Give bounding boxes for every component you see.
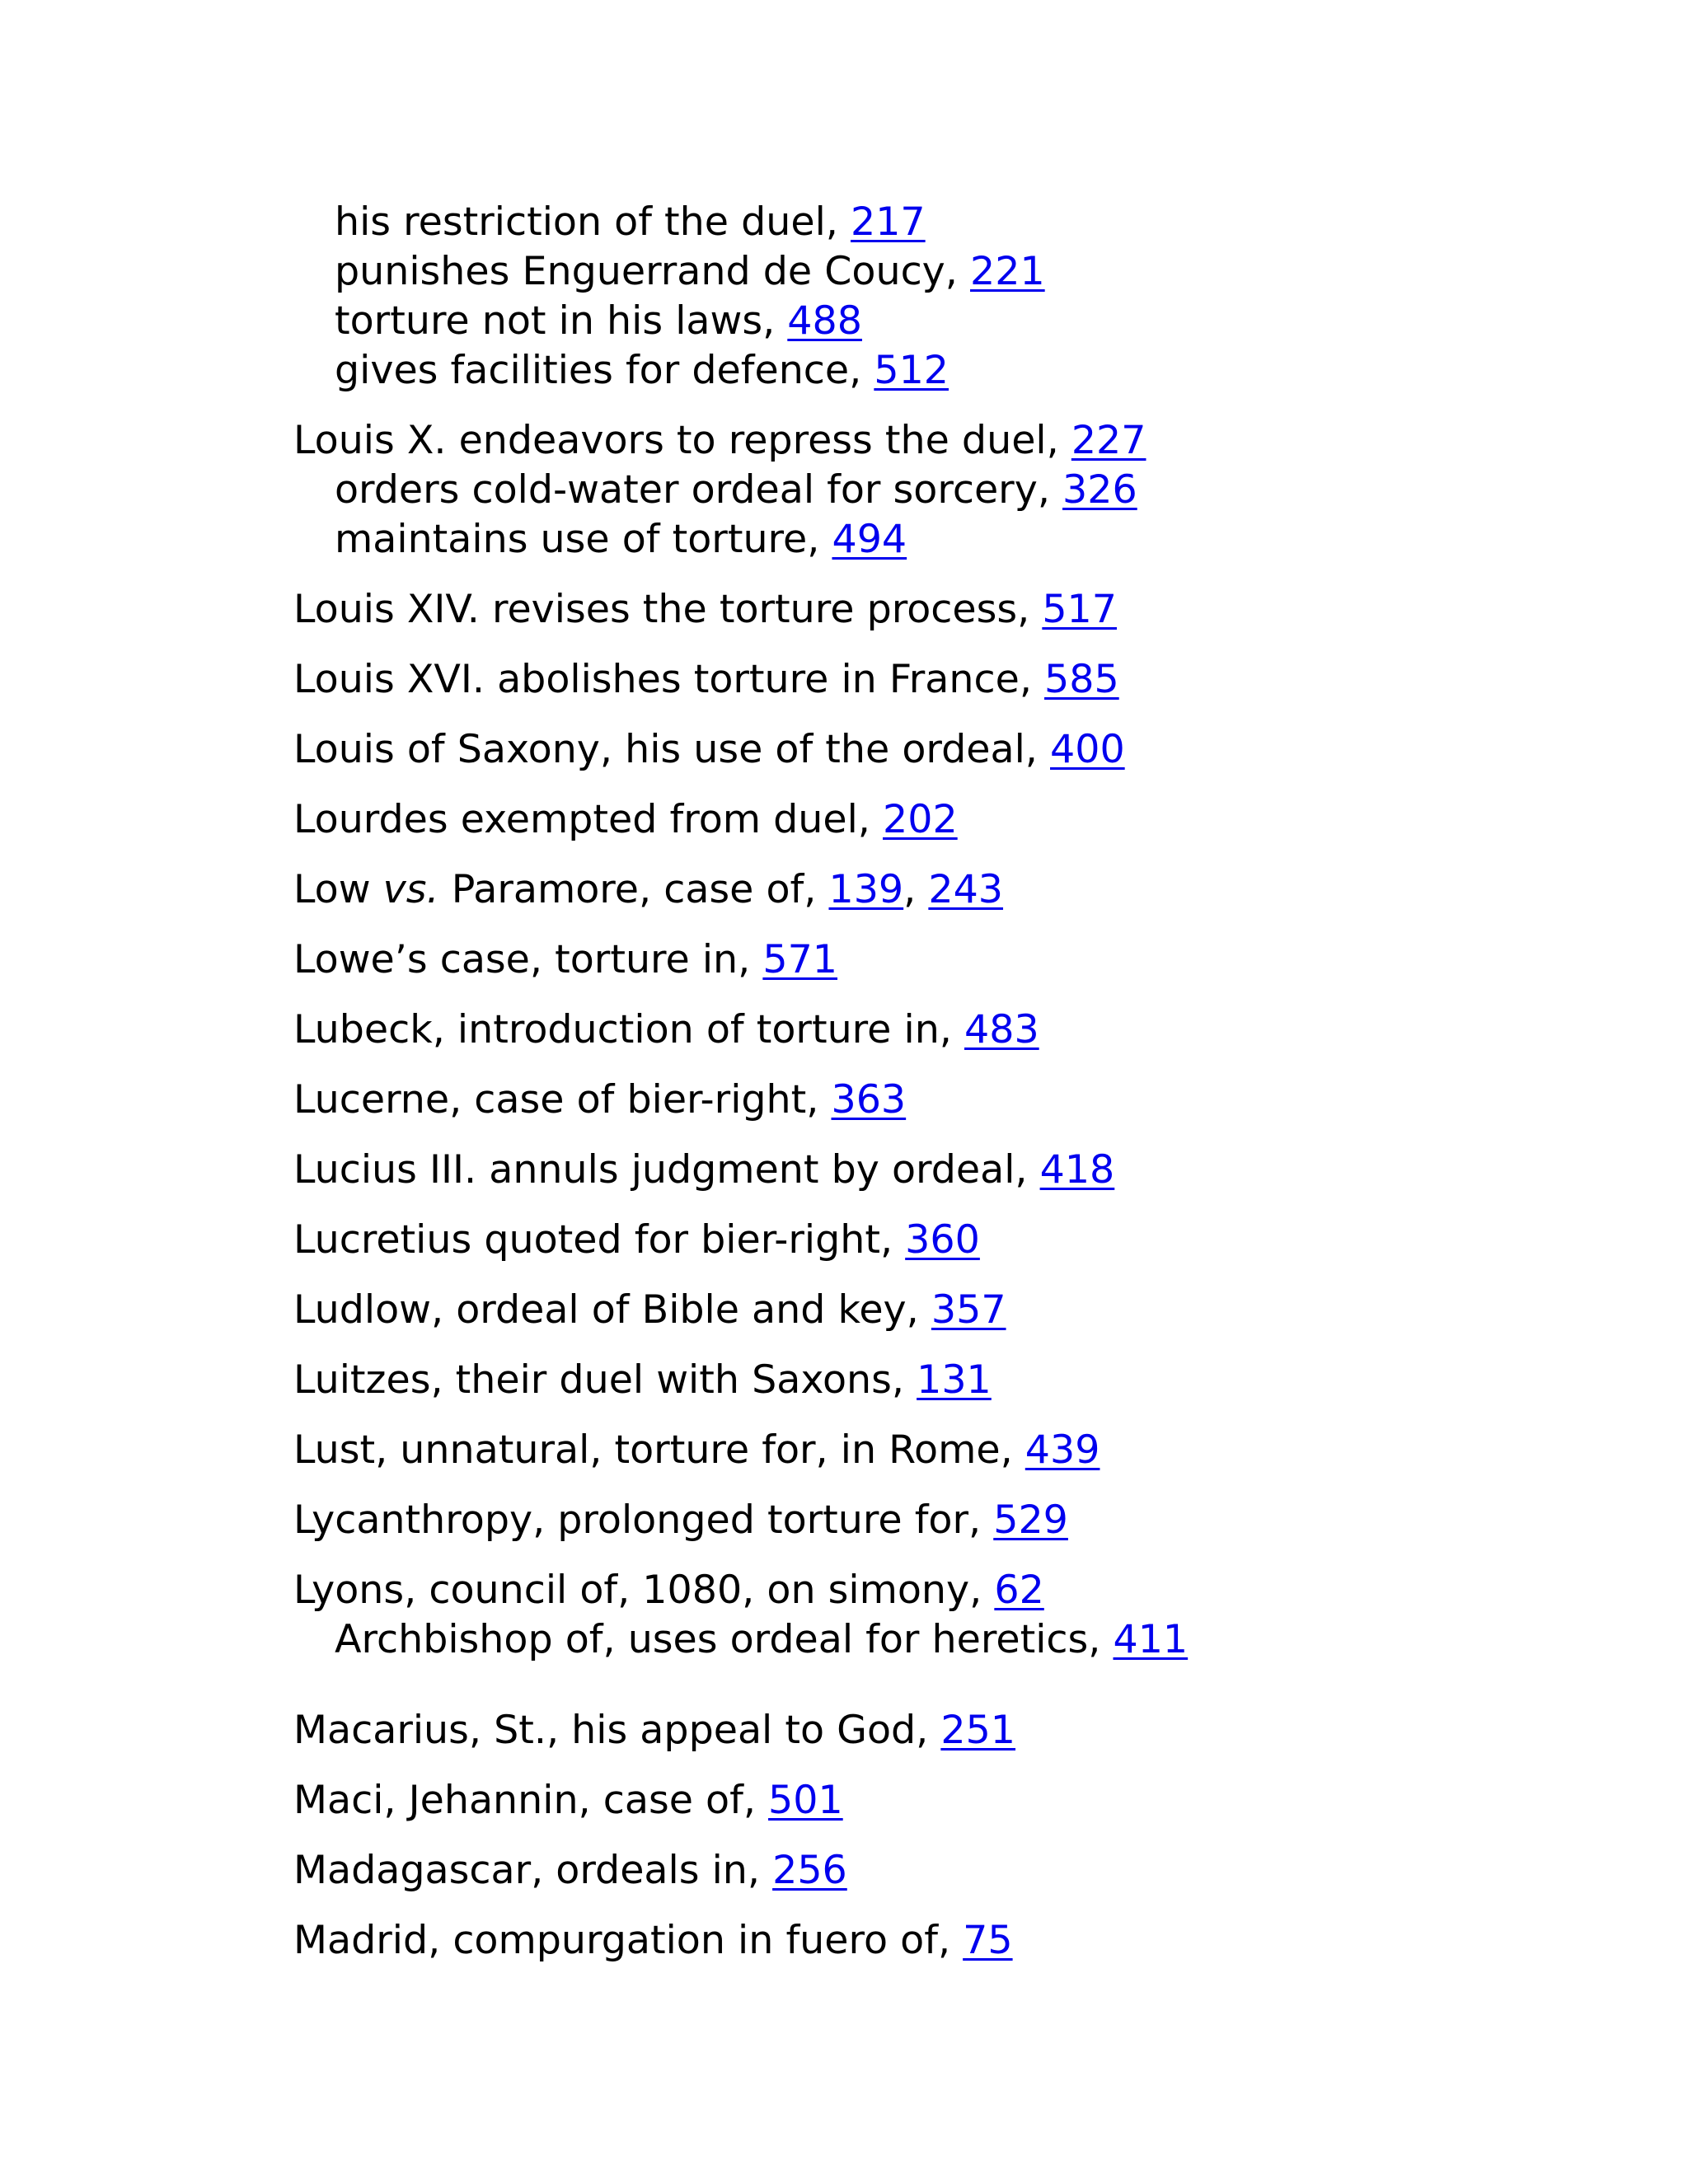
entry-heading	[293, 1286, 1530, 1335]
entry-heading	[293, 585, 1530, 635]
page-link[interactable]: 62	[994, 1568, 1044, 1613]
entry-italic-text: vs.	[382, 867, 439, 912]
entry-heading	[293, 795, 1530, 845]
page-link[interactable]: 585	[1044, 657, 1119, 702]
entry-heading	[293, 1706, 1530, 1755]
sub-entry	[293, 466, 1530, 515]
entry-text: orders cold-water ordeal for sorcery,	[335, 467, 1063, 513]
entry-text: his restriction of the duel,	[335, 199, 851, 245]
entry-text: Luitzes, their duel with Saxons,	[293, 1357, 917, 1403]
entry-text-before: Low	[293, 867, 383, 912]
page-link[interactable]: 357	[931, 1287, 1006, 1333]
index-entry-louis-xiv-revises-the-torture-process	[293, 585, 1530, 635]
entry-heading	[293, 865, 1530, 915]
sub-entry	[293, 346, 1530, 396]
entry-text: Ludlow, ordeal of Bible and key,	[293, 1287, 931, 1333]
entry-heading	[293, 1076, 1530, 1125]
page-link[interactable]: 411	[1113, 1617, 1189, 1662]
page-link[interactable]: 131	[917, 1357, 992, 1403]
page-link[interactable]: 494	[832, 517, 907, 562]
entry-text: Paramore, case of,	[438, 867, 829, 912]
entry-text: torture not in his laws,	[335, 298, 788, 344]
index-entry-louis-x-endeavors-to-repress-the-duel	[293, 416, 1530, 565]
entry-heading	[293, 1146, 1530, 1195]
page-link[interactable]: 139	[828, 867, 904, 912]
entry-text: Madrid, compurgation in fuero of,	[293, 1918, 964, 1963]
index-entry-lust-unnatural-torture-for-in-rome	[293, 1426, 1530, 1475]
page-link[interactable]: 529	[993, 1497, 1068, 1543]
page-link[interactable]: 217	[850, 199, 926, 245]
entry-heading	[293, 416, 1530, 466]
entry-text: Lubeck, introduction of torture in,	[293, 1007, 964, 1052]
entry-text: Louis XIV. revises the torture process,	[293, 587, 1043, 632]
entry-heading	[293, 1846, 1530, 1896]
entry-text: Madagascar, ordeals in,	[293, 1848, 773, 1893]
page-link[interactable]: 360	[905, 1217, 980, 1263]
entry-text: Lust, unnatural, torture for, in Rome,	[293, 1427, 1025, 1473]
entry-heading	[293, 1005, 1530, 1055]
entry-heading	[293, 1566, 1530, 1615]
index-entry-lubeck-introduction-of-torture-in	[293, 1005, 1530, 1055]
entry-text: Louis XVI. abolishes torture in France,	[293, 657, 1045, 702]
entry-text: maintains use of torture,	[335, 517, 832, 562]
entry-text: Lycanthropy, prolonged torture for,	[293, 1497, 994, 1543]
index-entry-lyons-council-of-1080-on-simony	[293, 1566, 1530, 1665]
index-entry-ludlow-ordeal-of-bible-and-key	[293, 1286, 1530, 1335]
index-entry-louis-of-saxony-his-use-of-the-ordeal	[293, 725, 1530, 775]
entry-heading	[293, 935, 1530, 985]
sub-entry	[293, 198, 1530, 247]
index-entry-low-paramore-case-of	[293, 865, 1530, 915]
sub-entry	[293, 247, 1530, 297]
entry-text: Lucius III. annuls judgment by ordeal,	[293, 1147, 1040, 1193]
index-entry-lucerne-case-of-bier-right	[293, 1076, 1530, 1125]
entry-heading	[293, 1916, 1530, 1966]
page-link[interactable]: 501	[768, 1778, 843, 1823]
index-entry-lourdes-exempted-from-duel	[293, 795, 1530, 845]
entry-heading	[293, 725, 1530, 775]
entry-text: Lucerne, case of bier-right,	[293, 1077, 832, 1122]
entry-text: Lucretius quoted for bier-right,	[293, 1217, 906, 1263]
sub-entry	[293, 515, 1530, 565]
entry-text: Lyons, council of, 1080, on simony,	[293, 1568, 995, 1613]
page-link[interactable]: 439	[1025, 1427, 1100, 1473]
page-link[interactable]: 227	[1071, 418, 1146, 463]
index-entry-lycanthropy-prolonged-torture-for	[293, 1496, 1530, 1545]
index-entry-maci-jehannin-case-of	[293, 1776, 1530, 1825]
page-link[interactable]: 517	[1042, 587, 1117, 632]
sub-entry	[293, 1615, 1530, 1665]
entry-heading	[293, 655, 1530, 705]
page-link[interactable]: 483	[964, 1007, 1039, 1052]
index-entry-lowe-s-case-torture-in	[293, 935, 1530, 985]
index-entry-lucius-iii-annuls-judgment-by-ordeal	[293, 1146, 1530, 1195]
page-link[interactable]: 243	[928, 867, 1004, 912]
index-entry-louis-xvi-abolishes-torture-in-france	[293, 655, 1530, 705]
entry-heading	[293, 1356, 1530, 1405]
page-link[interactable]: 256	[772, 1848, 847, 1893]
page-link[interactable]: 326	[1062, 467, 1137, 513]
page-link[interactable]: 75	[963, 1918, 1013, 1963]
index-entry-continued	[293, 198, 1530, 396]
entry-text: Lourdes exempted from duel,	[293, 797, 884, 842]
entry-text: Macarius, St., his appeal to God,	[293, 1708, 941, 1753]
entry-text: Lowe’s case, torture in,	[293, 937, 763, 982]
page-link[interactable]: 571	[762, 937, 838, 982]
index-entry-lucretius-quoted-for-bier-right	[293, 1216, 1530, 1265]
page-link[interactable]: 400	[1050, 727, 1125, 772]
page-link[interactable]: 512	[874, 348, 950, 393]
sub-entry	[293, 297, 1530, 346]
entry-heading	[293, 1776, 1530, 1825]
page-link[interactable]: 202	[883, 797, 958, 842]
entry-text: Louis X. endeavors to repress the duel,	[293, 418, 1071, 463]
entry-text: Maci, Jehannin, case of,	[293, 1778, 769, 1823]
entry-text: Louis of Saxony, his use of the ordeal,	[293, 727, 1050, 772]
entry-heading	[293, 1216, 1530, 1265]
page-link[interactable]: 221	[970, 249, 1045, 294]
index-page	[293, 198, 1530, 1966]
entry-text: Archbishop of, uses ordeal for heretics,	[335, 1617, 1114, 1662]
page-link[interactable]: 418	[1039, 1147, 1115, 1193]
page-link[interactable]: 363	[831, 1077, 907, 1122]
page-separator: ,	[903, 867, 929, 912]
page-link[interactable]: 251	[940, 1708, 1016, 1753]
index-entry-luitzes-their-duel-with-saxons	[293, 1356, 1530, 1405]
entry-heading	[293, 1496, 1530, 1545]
index-entry-madagascar-ordeals-in	[293, 1846, 1530, 1896]
entry-text: punishes Enguerrand de Coucy,	[335, 249, 970, 294]
entry-heading	[293, 1426, 1530, 1475]
page-link[interactable]: 488	[787, 298, 862, 344]
index-entry-macarius-st-his-appeal-to-god	[293, 1706, 1530, 1755]
entry-text: gives facilities for defence,	[335, 348, 874, 393]
index-entry-madrid-compurgation-in-fuero-of	[293, 1916, 1530, 1966]
